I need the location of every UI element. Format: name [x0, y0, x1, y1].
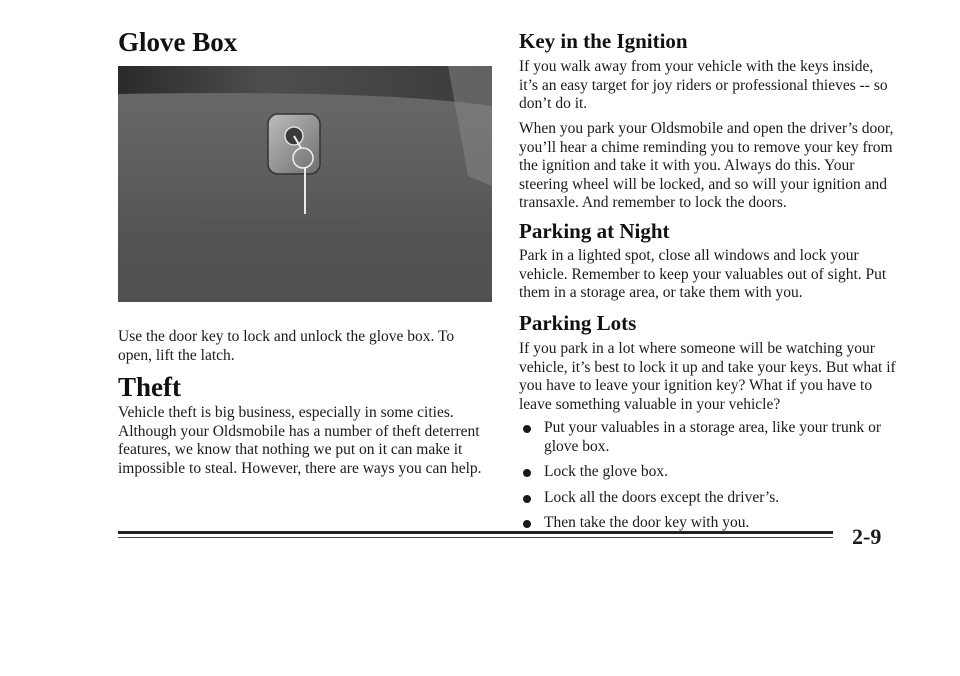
glove-box-latch-illustration: [118, 66, 492, 302]
list-item-text: Put your valuables in a storage area, like your trunk or glove box.: [544, 419, 882, 455]
bullet-icon: [523, 469, 531, 477]
list-item-text: Lock all the doors except the driver’s.: [544, 488, 780, 506]
bullet-icon: [523, 520, 531, 528]
parking-lots-heading: Parking Lots: [519, 311, 637, 335]
glove-box-photo: [118, 66, 492, 302]
key-in-ignition-para-1: If you walk away from your vehicle with the keys inside, it’s an easy target for joy riders or professional thieves -- so don’t do it.: [519, 58, 888, 113]
key-in-ignition-para-2: When you park your Oldsmobile and open the driver’s door, you’ll hear a chime reminding you to remove your key from the ignition and take it with you. Always do this. Your steering wheel will be locked, and so will your ignition and transaxle. And remember to lock the doors.: [519, 120, 894, 212]
page-number: 2-9: [852, 524, 882, 549]
theft-heading: Theft: [118, 372, 181, 402]
key-in-ignition-heading: Key in the Ignition: [519, 29, 688, 53]
parking-at-night-body: Park in a lighted spot, close all windows and lock your vehicle. Remember to keep your valuables out of sight. Put them in a storage area, or take them with you.: [519, 247, 887, 302]
footer-rule-thin: [118, 537, 833, 538]
footer-rule-thick: [118, 531, 833, 534]
list-item: [519, 489, 897, 508]
list-item: [519, 463, 897, 482]
bullet-icon: [523, 495, 531, 503]
list-item-text: Lock the glove box.: [544, 463, 668, 481]
glove-box-caption: Use the door key to lock and unlock the glove box. To open, lift the latch.: [118, 328, 455, 364]
glove-box-heading: Glove Box: [118, 27, 238, 57]
list-item: [519, 419, 897, 456]
bullet-icon: [523, 425, 531, 433]
parking-at-night-heading: Parking at Night: [519, 219, 670, 243]
parking-lots-bullet-list: [519, 419, 897, 533]
list-item-text: Then take the door key with you.: [544, 514, 750, 532]
parking-lots-body: If you park in a lot where someone will be watching your vehicle, it’s best to lock it up and take your keys. But what if you have to leave your ignition key? What if you have to leave something valuable in your vehicle?: [519, 340, 896, 413]
theft-body: Vehicle theft is big business, especially in some cities. Although your Oldsmobile has a number of theft deterrent features, we know that nothing we put on it can make it impossible to steal. However, there are ways you can help.: [118, 404, 482, 477]
